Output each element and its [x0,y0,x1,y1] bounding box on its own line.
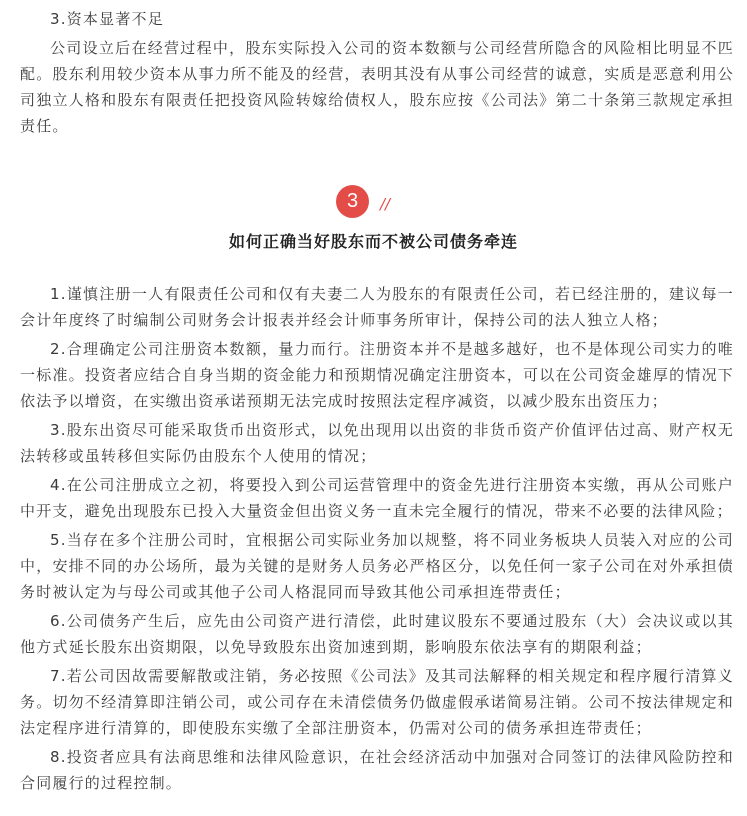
section-number-badge: 3 [336,185,369,218]
list-item: 2.合理确定公司注册资本数额，量力而行。注册资本并不是越多越好，也不是体现公司实力的唯一标准。投资者应结合自身当期的资金能力和预期情况确定注册资本，可以在公司资金雄厚的情况下依法予以增资，在实缴出资承诺预期无法完成时按照法定程序减资，以减少股东出资压力； [20,340,734,410]
subsection-heading: 3.资本显著不足 [50,10,164,28]
slashes-decoration-icon: // [380,195,391,213]
list-item: 3.股东出资尽可能采取货币出资形式，以免出现用以出资的非货币资产价值评估过高、财产权无法转移或虽转移但实际仍由股东个人使用的情况； [20,421,734,465]
list-item: 1.谨慎注册一人有限责任公司和仅有夫妻二人为股东的有限责任公司，若已经注册的，建议每一会计年度终了时编制公司财务会计报表并经会计师事务所审计，保持公司的法人独立人格； [20,285,734,329]
list-item: 7.若公司因故需要解散或注销，务必按照《公司法》及其司法解释的相关规定和程序履行清算义务。切勿不经清算即注销公司，或公司存在未清偿债务仍做虚假承诺简易注销。公司不按法律规定和法定程序进行清算的，即使股东实缴了全部注册资本，仍需对公司的债务承担连带责任； [20,667,734,737]
list-item: 5.当存在多个注册公司时，宜根据公司实际业务加以规整，将不同业务板块人员装入对应的公司中，安排不同的办公场所，最为关键的是财务人员务必严格区分，以免任何一家子公司在对外承担债务时被认定为与母公司或其他子公司人格混同而导致其他公司承担连带责任； [20,531,734,601]
list-item: 4.在公司注册成立之初，将要投入到公司运营管理中的资金先进行注册资本实缴，再从公司账户中开支，避免出现股东已投入大量资金但出资义务一直未完全履行的情况，带来不必要的法律风险； [20,476,734,520]
section-badge-row [0,185,747,221]
list-item: 6.公司债务产生后，应先由公司资产进行清偿，此时建议股东不要通过股东（大）会决议或以其他方式延长股东出资期限，以免导致股东出资加速到期，影响股东依法享有的期限利益； [20,612,734,656]
section-title: 如何正确当好股东而不被公司债务牵连 [228,232,518,251]
intro-paragraph: 公司设立后在经营过程中，股东实际投入公司的资本数额与公司经营所隐含的风险相比明显不匹配。股东利用较少资本从事力所不能及的经营，表明其没有从事公司经营的诚意，实质是恶意利用公司独立人格和股东有限责任把投资风险转嫁给债权人，股东应按《公司法》第二十条第三款规定承担责任。 [20,39,734,135]
list-item: 8.投资者应具有法商思维和法律风险意识，在社会经济活动中加强对合同签订的法律风险防控和合同履行的过程控制。 [20,748,734,792]
